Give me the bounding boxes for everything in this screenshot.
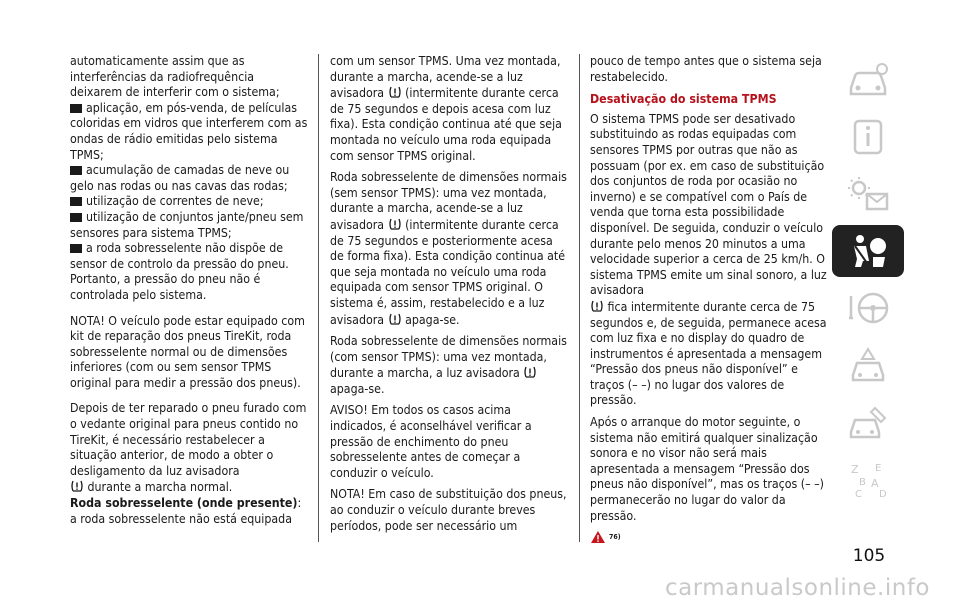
bullet-icon: [70, 166, 82, 175]
watermark: carmanualsonline.info: [664, 575, 930, 601]
bullet-icon: [70, 197, 82, 206]
svg-text:Z: Z: [851, 463, 859, 476]
column-divider-1: [318, 54, 319, 542]
tab-maintenance[interactable]: [832, 396, 904, 448]
paragraph: automaticamente assim que as interferências da radiofrequência deixarem de interferir com o sistema;: [70, 54, 280, 100]
tab-lights-messages[interactable]: [832, 168, 904, 220]
text-column-2: [330, 54, 568, 540]
instrument-info-icon: [845, 117, 891, 157]
svg-text:D: D: [879, 489, 887, 499]
tab-emergency[interactable]: [832, 339, 904, 391]
warning-reference: 76): [590, 530, 828, 547]
bullet-item: utilização de conjuntos jante/pneu sem sensores para sistema TPMS;: [70, 209, 304, 240]
chapter-sidebar: [832, 54, 904, 510]
tpms-warning-icon: [388, 85, 402, 99]
column-divider-2: [579, 54, 580, 542]
lights-message-icon: [845, 174, 891, 214]
tab-index[interactable]: [832, 453, 904, 505]
bullet-icon: [70, 213, 82, 222]
tpms-warning-icon: [70, 479, 84, 493]
tpms-warning-icon: [590, 299, 604, 313]
paragraph: Roda sobresselente de dimensões normais (com sensor TPMS): uma vez montada, durante a marcha, a luz avisadora apaga-se.: [330, 334, 567, 396]
warning-paragraph: AVISO! Em todos os casos acima indicados, é aconselhável verificar a pressão de enchimento do pneu sobresselente antes de começar a conduzir o veículo.: [330, 403, 532, 480]
bullet-icon: [70, 244, 82, 253]
car-breakdown-icon: [845, 345, 891, 385]
svg-text:E: E: [875, 463, 882, 474]
bullet-item: a roda sobresselente não dispõe de sensor de controlo da pressão do pneu. Portanto, a pressão do pneu não é controlada pelo sistema.: [70, 241, 289, 302]
paragraph: pouco de tempo antes que o sistema seja restabelecido.: [590, 54, 822, 84]
bullet-item: utilização de correntes de neve;: [70, 194, 308, 210]
warning-triangle-icon: [590, 530, 606, 544]
paragraph: com um sensor TPMS. Uma vez montada, durante a marcha, acende-se a luz avisadora (intermitente durante cerca de 75 segundos e depois acesa com luz fixa). Esta condição continua até que seja montada no veículo uma roda equipada com sensor TPMS original.: [330, 54, 562, 163]
note-paragraph: NOTA! Em caso de substituição dos pneus, ao conduzir o veículo durante breves períodos, pode ser necessário um: [330, 487, 567, 533]
paragraph: Após o arranque do motor seguinte, o sistema não emitirá qualquer sinalização sonora e no visor não será mais apresentada a mensagem “Pressão dos pneus não disponível”, mas os traços (– –) permanecerão no lugar do valor da pressão.: [590, 415, 825, 523]
paragraph: Roda sobresselente (onde presente): a roda sobresselente não está equipada: [70, 496, 302, 526]
tab-car-info[interactable]: [832, 54, 904, 106]
car-info-icon: [845, 60, 891, 100]
svg-text:A: A: [871, 477, 879, 490]
tab-safety[interactable]: [832, 225, 904, 277]
index-letters-icon: [845, 459, 891, 499]
tpms-warning-icon: [388, 312, 402, 326]
paragraph: Roda sobresselente de dimensões normais (sem sensor TPMS): uma vez montada, durante a marcha, acende-se a luz avisadora (intermitente durante cerca de 75 segundos e posteriormente acesa de forma fixa). Esta condição continua até que seja montada no veículo uma roda equipada com sensor TPMS original. O sistema é, assim, restabelecido e a luz avisadora apaga-se.: [330, 170, 567, 327]
note-paragraph: NOTA! O veículo pode estar equipado com kit de reparação dos pneus TireKit, roda sobresselente normal ou de dimensões inferiores (com ou sem sensor TPMS original para medir a pressão dos pneus).: [70, 313, 305, 390]
tab-starting-driving[interactable]: [832, 282, 904, 334]
tab-instrument-panel[interactable]: [832, 111, 904, 163]
steering-wheel-icon: [845, 288, 891, 328]
paragraph: Depois de ter reparado o pneu furado com o vedante original para pneus contido no TireKit, é necessário restabelecer a situação anterior, de modo a obter o desligamento da luz avisadora durante a marcha normal.: [70, 401, 307, 495]
paragraph: O sistema TPMS pode ser desativado substituindo as rodas equipadas com sensores TPMS por outras que não as possuam (por ex. em caso de substituição dos conjuntos de roda por ocasião no inverno) e se compatível com o País de venda que torna esta possibilidade disponível. De seguida, conduzir o veículo durante pelo menos 20 minutos a uma velocidade superior a cerca de 25 km/h. O sistema TPMS emite um sinal sonoro, a luz avisadora fica intermitente durante cerca de 75 segundos e, de seguida, permanece acesa com luz fixa e no display do quadro de instrumentos é apresentada a mensagem “Pressão dos pneus não disponível” e traços (– –) no lugar dos valores de pressão.: [590, 111, 827, 408]
text-column-3: [590, 54, 828, 547]
car-service-icon: [845, 402, 891, 442]
text-column-1: [70, 54, 308, 533]
page-number: 105: [852, 546, 886, 566]
svg-text:B: B: [859, 477, 866, 488]
tpms-warning-icon: [523, 365, 537, 379]
airbag-seatbelt-icon: [845, 231, 891, 271]
bullet-icon: [70, 104, 82, 113]
svg-text:C: C: [855, 489, 862, 499]
tpms-warning-icon: [388, 217, 402, 231]
section-heading: Desativação do sistema TPMS: [590, 92, 777, 107]
bullet-item: acumulação de camadas de neve ou gelo nas rodas ou nas cavas das rodas;: [70, 163, 290, 193]
bullet-item: aplicação, em pós-venda, de películas coloridas em vidros que interferem com as ondas de rádio emitidas pelo sistema TPMS;: [70, 100, 308, 162]
